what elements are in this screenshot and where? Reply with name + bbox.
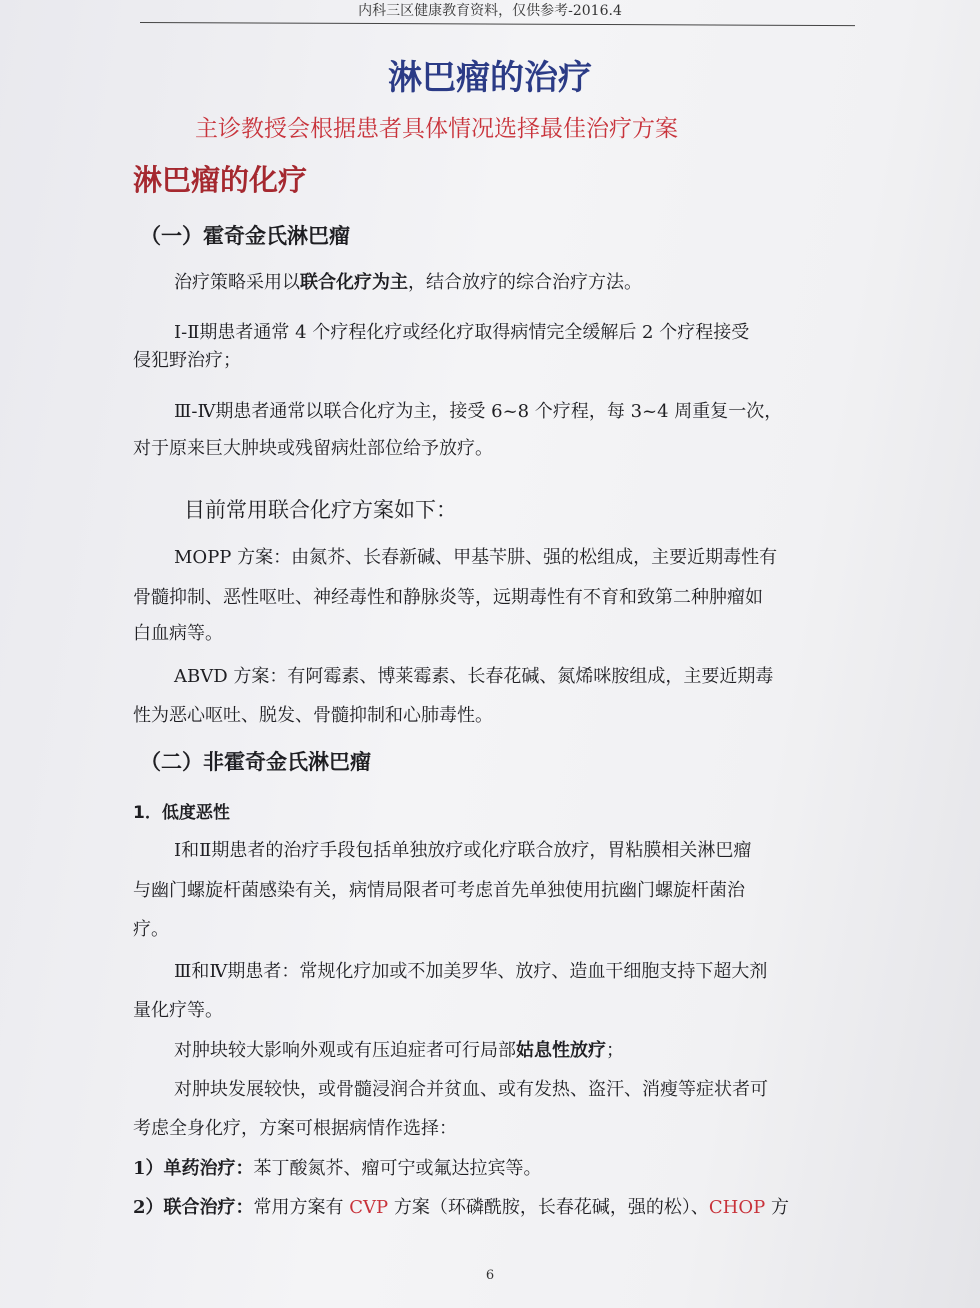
palliative-text-post: ； bbox=[606, 1040, 624, 1061]
heading-regimens: 目前常用联合化疗方案如下： bbox=[184, 498, 457, 522]
nhl-stage34-line1: Ⅲ和Ⅳ期患者：常规化疗加或不加美罗华、放疗、造血干细胞支持下超大剂 bbox=[174, 961, 768, 982]
page-number: 6 bbox=[485, 1268, 495, 1283]
heading-hodgkin: （一）霍奇金氏淋巴瘤 bbox=[140, 224, 350, 248]
single-agent-text: 苯丁酸氮芥、瘤可宁或氟达拉宾等。 bbox=[253, 1158, 542, 1179]
nhl-stage12-line3: 疗。 bbox=[133, 919, 169, 940]
hodgkin-stage12-line2: 侵犯野治疗； bbox=[133, 350, 241, 371]
nhl-systemic-line1: 对肿块发展较快，或骨髓浸润合并贫血、或有发热、盗汗、消瘦等症状者可 bbox=[174, 1079, 768, 1100]
strategy-text-pre: 治疗策略采用以 bbox=[174, 272, 300, 293]
nhl-palliative-paragraph bbox=[174, 1032, 624, 1070]
page-subtitle: 主诊教授会根据患者具体情况选择最佳治疗方案 bbox=[195, 116, 678, 142]
strategy-text-post: ，结合放疗的综合治疗方法。 bbox=[408, 272, 642, 293]
nhl-combination-item bbox=[133, 1189, 789, 1227]
nhl-stage12-line1: Ⅰ和Ⅱ期患者的治疗手段包括单独放疗或化疗联合放疗，胃粘膜相关淋巴瘤 bbox=[174, 840, 752, 861]
mopp-line2: 骨髓抑制、恶性呕吐、神经毒性和静脉炎等，远期毒性有不育和致第二种肿瘤如 bbox=[133, 587, 763, 608]
page-title: 淋巴瘤的治疗 bbox=[388, 58, 592, 98]
nhl-stage34-line2: 量化疗等。 bbox=[133, 1000, 223, 1021]
nhl-systemic-line2: 考虑全身化疗，方案可根据病情作选择： bbox=[133, 1118, 457, 1139]
mopp-line1: MOPP 方案：由氮芥、长春新碱、甲基苄肼、强的松组成，主要近期毒性有 bbox=[174, 547, 778, 568]
palliative-text-bold: 姑息性放疗 bbox=[516, 1040, 606, 1061]
nhl-stage12-line2: 与幽门螺旋杆菌感染有关，病情局限者可考虑首先单独使用抗幽门螺旋杆菌治 bbox=[133, 880, 745, 901]
palliative-text-pre: 对肿块较大影响外观或有压迫症者可行局部 bbox=[174, 1040, 516, 1061]
hodgkin-paragraph-strategy bbox=[174, 264, 642, 302]
chop-regimen: CHOP bbox=[708, 1197, 766, 1218]
cvp-regimen: CVP bbox=[349, 1197, 389, 1218]
strategy-text-bold: 联合化疗为主 bbox=[300, 272, 408, 293]
combination-label: 2）联合治疗： bbox=[133, 1197, 254, 1218]
heading-low-grade: 1．低度恶性 bbox=[133, 803, 230, 823]
heading-non-hodgkin: （二）非霍奇金氏淋巴瘤 bbox=[140, 750, 371, 774]
hodgkin-stage12-line1: Ⅰ-Ⅱ期患者通常 4 个疗程化疗或经化疗取得病情完全缓解后 2 个疗程接受 bbox=[174, 322, 750, 343]
section-heading-chemo: 淋巴瘤的化疗 bbox=[133, 163, 308, 197]
header-rule bbox=[140, 22, 855, 26]
abvd-line2: 性为恶心呕吐、脱发、骨髓抑制和心肺毒性。 bbox=[133, 705, 493, 726]
nhl-single-agent-item bbox=[133, 1150, 542, 1188]
combination-text-b: 方案（环磷酰胺，长春花碱，强的松）、 bbox=[393, 1197, 709, 1218]
combination-text-a: 常用方案有 bbox=[253, 1197, 344, 1218]
combination-text-c: 方 bbox=[770, 1197, 789, 1218]
abvd-line1: ABVD 方案：有阿霉素、博莱霉素、长春花碱、氮烯咪胺组成，主要近期毒 bbox=[174, 666, 774, 687]
running-header: 内科三区健康教育资料，仅供参考-2016.4 bbox=[358, 3, 622, 19]
single-agent-label: 1）单药治疗： bbox=[133, 1158, 254, 1179]
hodgkin-stage34-line1: Ⅲ-Ⅳ期患者通常以联合化疗为主，接受 6~8 个疗程，每 3~4 周重复一次， bbox=[174, 401, 783, 422]
hodgkin-stage34-line2: 对于原来巨大肿块或残留病灶部位给予放疗。 bbox=[133, 438, 493, 459]
mopp-line3: 白血病等。 bbox=[133, 623, 223, 644]
